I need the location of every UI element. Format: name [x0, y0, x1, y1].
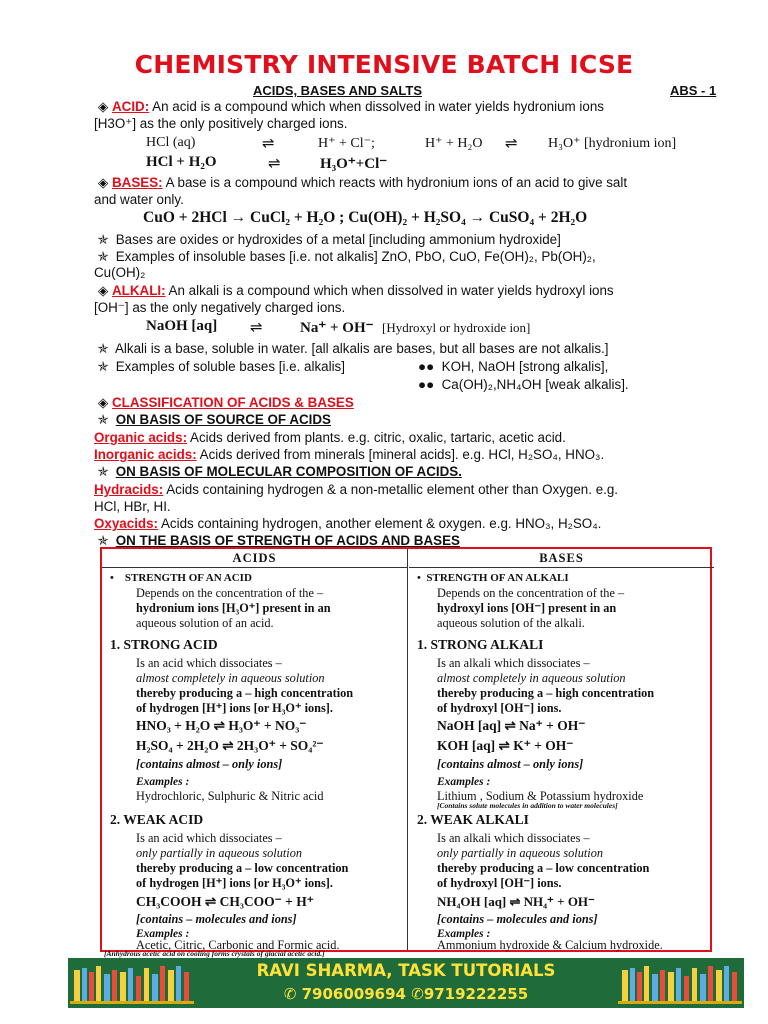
alkali-eq-note: [Hydroxyl or hydroxide ion]: [382, 320, 531, 335]
hydracids-line2: HCl, HBr, HI.: [94, 499, 171, 514]
bases-column: [409, 549, 714, 950]
star-bullet-icon: ✯: [97, 533, 109, 548]
source-heading-text: ON BASIS OF SOURCE OF ACIDS: [115, 412, 331, 427]
star-bullet-icon: ✯: [97, 341, 109, 356]
acid-strength-title: • STRENGTH OF AN ACID: [110, 572, 252, 584]
acid-strength-l3: aqueous solution of an acid.: [136, 616, 274, 630]
alkali-example-2-text: Ca(OH)₂,NH₄OH [weak alkalis].: [441, 377, 629, 392]
bookshelf-icon: [618, 962, 742, 1004]
diamond-bullet-icon: ◈: [97, 283, 109, 298]
bases-def-line2: and water only.: [94, 192, 184, 207]
weak-alkali-l1: Is an alkali which dissociates –: [437, 831, 590, 845]
strong-acid-eq2: H₂SO₄ + 2H₂O ⇌ 2H₃O⁺ + SO₄²⁻: [136, 738, 324, 753]
bases-definition: [94, 175, 726, 191]
acids-header: ACIDS: [102, 549, 407, 568]
alkali-strength-title: • STRENGTH OF AN ALKALI: [417, 572, 569, 584]
organic-acids: [94, 430, 726, 446]
weak-acid-note: [contains – molecules and ions]: [136, 912, 297, 926]
strong-acid-note: [contains almost – only ions]: [136, 757, 283, 771]
star-bullet-icon: ✯: [97, 359, 109, 374]
alkali-point-1-text: Alkali is a base, soluble in water. [all alkalis are bases, but all bases are not alkalis.]: [114, 341, 609, 356]
alkali-def-text: An alkali is a compound which when dissolved in water yields hydroxyl ions: [165, 283, 614, 298]
strong-acid-ex-label: Examples :: [136, 776, 190, 788]
organic-acids-label: Organic acids:: [94, 430, 188, 445]
diamond-bullet-icon: ◈: [97, 99, 109, 114]
weak-acid-l3: thereby producing a – low concentration: [136, 861, 349, 875]
equilibrium-arrow-icon: ⇌: [505, 134, 518, 152]
molecular-heading-text: ON BASIS OF MOLECULAR COMPOSITION OF ACIDS.: [115, 464, 462, 479]
weak-alkali-l3: thereby producing a – low concentration: [437, 861, 650, 875]
alkali-example-1-text: KOH, NaOH [strong alkalis],: [441, 359, 609, 374]
weak-alkali-l2: only partially in aqueous solution: [437, 846, 604, 860]
strength-table: [100, 547, 712, 958]
strong-alkali-l1: Is an alkali which dissociates –: [437, 656, 590, 670]
acid-def-line2: [H3O⁺] as the only positively charged ions.: [94, 116, 348, 131]
alkali-strength-l3: aqueous solution of the alkali.: [437, 616, 585, 630]
alkali-strength-l2: hydroxyl ions [OH⁻] present in an: [437, 601, 617, 615]
strong-alkali-footnote: [Contains solute molecules in addition to water molecules]: [437, 801, 618, 810]
weak-acid-footnote: [Anhydrous acetic acid on cooling forms crystals of glacial acetic acid.]: [104, 949, 325, 958]
strong-acid-l1: Is an acid which dissociates –: [136, 656, 282, 670]
whatsapp-icon: ✆: [411, 985, 424, 1003]
weak-acid-ex: Acetic, Citric, Carbonic and Formic acid.: [136, 938, 340, 952]
strong-alkali-l2: almost completely in aqueous solution: [437, 671, 626, 685]
weak-acid-l1: Is an acid which dissociates –: [136, 831, 282, 845]
sheet-code: ABS - 1: [670, 83, 717, 98]
hydracids: [94, 482, 726, 498]
footer-name: RAVI SHARMA, TASK TUTORIALS: [256, 961, 556, 980]
acids-column: [102, 549, 408, 958]
bases-point-1: [94, 232, 726, 248]
inorganic-acids: [94, 447, 726, 463]
strong-alkali-title: 1. STRONG ALKALI: [417, 637, 544, 652]
alkali-point-2-text: Examples of soluble bases [i.e. alkalis]: [115, 359, 345, 374]
acid-strength-title-text: STRENGTH OF AN ACID: [124, 572, 252, 584]
weak-alkali-note: [contains – molecules and ions]: [437, 912, 598, 926]
diamond-bullet-icon: ◈: [97, 175, 109, 190]
chapter-subtitle: ACIDS, BASES AND SALTS: [253, 83, 423, 98]
strong-alkali-note: [contains almost – only ions]: [437, 757, 584, 771]
acid-eq1-right: H⁺ + Cl⁻;: [318, 136, 375, 151]
bases-label: BASES:: [112, 175, 163, 190]
alkali-definition: [94, 283, 726, 299]
strong-acid-eq1: HNO₃ + H₂O ⇌ H₃O⁺ + NO₃⁻: [136, 718, 307, 733]
bases-point-1-text: Bases are oxides or hydroxides of a metal [including ammonium hydroxide]: [115, 232, 561, 247]
oxyacids-text: Acids containing hydrogen, another element & oxygen. e.g. HNO₃, H₂SO₄.: [158, 516, 602, 531]
star-bullet-icon: ✯: [97, 249, 109, 264]
bases-point-2b: Cu(OH)₂: [94, 265, 146, 280]
weak-acid-l4: of hydrogen [H⁺] ions [or H₃O⁺ ions].: [136, 876, 333, 890]
weak-alkali-ex: Ammonium hydroxide & Calcium hydroxide.: [437, 938, 663, 952]
classification-heading-text: CLASSIFICATION OF ACIDS & BASES: [112, 395, 354, 410]
bases-equation: CuO + 2HCl → CuCl₂ + H₂O ; Cu(OH)₂ + H₂SO₄ → CuSO₄ + 2H₂O: [143, 209, 588, 226]
strong-alkali-ex-label: Examples :: [437, 776, 491, 788]
weak-alkali-eq: NH₄OH [aq] ⇌ NH₄⁺ + OH⁻: [437, 894, 595, 909]
acid-eq2-right: H₃O⁺+Cl⁻: [320, 156, 388, 172]
strong-acid-l3: thereby producing a – high concentration: [136, 686, 354, 700]
strong-alkali-l3: thereby producing a – high concentration: [437, 686, 655, 700]
alkali-example-2: [418, 377, 718, 393]
equilibrium-arrow-icon: ⇌: [250, 318, 263, 336]
bases-def-text: A base is a compound which reacts with hydronium ions of an acid to give salt: [162, 175, 628, 190]
phone-icon: ✆: [283, 985, 297, 1003]
alkali-label: ALKALI:: [112, 283, 166, 298]
star-bullet-icon: ✯: [97, 232, 109, 247]
alkali-point-1: [94, 341, 726, 357]
bases-header: BASES: [409, 549, 714, 568]
acid-strength-l1: Depends on the concentration of the –: [136, 586, 324, 600]
oxyacids-label: Oxyacids:: [94, 516, 159, 531]
classification-heading: [94, 395, 726, 411]
weak-acid-title: 2. WEAK ACID: [110, 812, 204, 827]
footer-phone-2: 9719222255: [423, 985, 529, 1003]
acid-eq1c: H⁺ + H₂O: [425, 136, 483, 151]
acid-strength-l2: hydronium ions [H₃O⁺] present in an: [136, 601, 331, 615]
alkali-strength-title-text: STRENGTH OF AN ALKALI: [426, 572, 569, 584]
footer-phone-1: 7906009694: [301, 985, 406, 1003]
hydracids-text: Acids containing hydrogen & a non-metallic element other than Oxygen. e.g.: [163, 482, 619, 497]
strong-alkali-eq2: KOH [aq] ⇌ K⁺ + OH⁻: [437, 738, 574, 753]
star-bullet-icon: ✯: [97, 464, 109, 479]
source-heading: [94, 412, 726, 428]
strong-acid-title: 1. STRONG ACID: [110, 637, 218, 652]
star-bullet-icon: ✯: [97, 412, 109, 427]
organic-acids-text: Acids derived from plants. e.g. citric, oxalic, tartaric, acetic acid.: [187, 430, 566, 445]
alkali-example-1: [418, 359, 718, 375]
alkali-eq-right: Na⁺ + OH⁻: [300, 320, 374, 336]
inorganic-acids-label: Inorganic acids:: [94, 447, 197, 462]
footer-band: [68, 958, 744, 1008]
strong-acid-ex: Hydrochloric, Sulphuric & Nitric acid: [136, 789, 324, 803]
weak-alkali-title: 2. WEAK ALKALI: [417, 812, 529, 827]
bases-point-2: [94, 249, 726, 265]
alkali-eq-left: NaOH [aq]: [146, 318, 218, 334]
weak-acid-ex-label: Examples :: [136, 928, 190, 940]
strong-alkali-eq1: NaOH [aq] ⇌ Na⁺ + OH⁻: [437, 718, 586, 733]
weak-acid-eq: CH₃COOH ⇌ CH₃COO⁻ + H⁺: [136, 894, 314, 909]
weak-alkali-ex-label: Examples :: [437, 928, 491, 940]
strength-heading-text: ON THE BASIS OF STRENGTH OF ACIDS AND BASES: [115, 533, 460, 548]
alkali-strength-l1: Depends on the concentration of the –: [437, 586, 625, 600]
oxyacids: [94, 516, 726, 532]
strong-acid-l4: of hydrogen [H⁺] ions [or H₃O⁺ ions].: [136, 701, 333, 715]
double-dot-bullet-icon: ●●: [418, 377, 435, 392]
weak-alkali-l4: of hydroxyl [OH⁻] ions.: [437, 876, 562, 890]
acid-eq1d: H₃O⁺ [hydronium ion]: [548, 136, 677, 151]
alkali-def-line2: [OH⁻] as the only negatively charged ions.: [94, 300, 346, 315]
bases-point-2-text: Examples of insoluble bases [i.e. not alkalis] ZnO, PbO, CuO, Fe(OH)₂, Pb(OH)₂,: [115, 249, 596, 264]
acid-eq1-left: HCl (aq): [146, 135, 196, 150]
molecular-heading: [94, 464, 726, 480]
strong-acid-l2: almost completely in aqueous solution: [136, 671, 325, 685]
double-dot-bullet-icon: ●●: [418, 359, 435, 374]
inorganic-acids-text: Acids derived from minerals [mineral acids]. e.g. HCl, H₂SO₄, HNO₃.: [196, 447, 605, 462]
equilibrium-arrow-icon: ⇌: [262, 134, 275, 152]
strong-alkali-l4: of hydroxyl [OH⁻] ions.: [437, 701, 562, 715]
weak-acid-l2: only partially in aqueous solution: [136, 846, 303, 860]
acid-definition: [94, 99, 726, 115]
hydracids-label: Hydracids:: [94, 482, 164, 497]
diamond-bullet-icon: ◈: [97, 395, 109, 410]
acid-def-text: An acid is a compound which when dissolved in water yields hydronium ions: [149, 99, 604, 114]
strong-alkali-ex: Lithium , Sodium & Potassium hydroxide: [437, 789, 644, 803]
acid-eq2-left: HCl + H₂O: [146, 154, 217, 170]
acid-label: ACID:: [112, 99, 150, 114]
equilibrium-arrow-icon: ⇌: [268, 154, 281, 172]
page-title: CHEMISTRY INTENSIVE BATCH ICSE: [134, 50, 634, 79]
